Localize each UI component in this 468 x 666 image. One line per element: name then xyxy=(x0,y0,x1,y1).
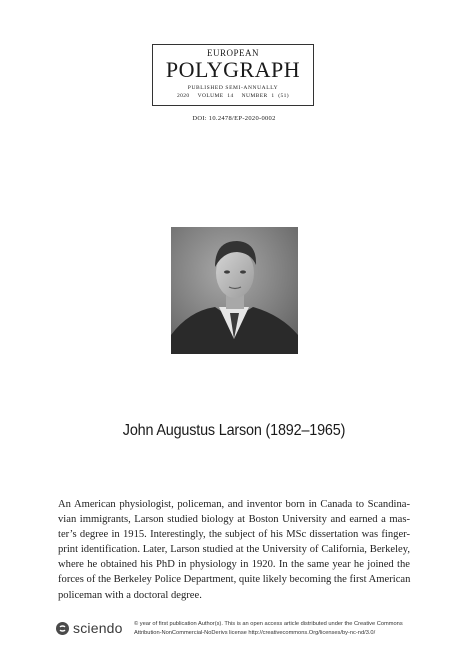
masthead-title: POLYGRAPH xyxy=(165,57,301,82)
article-body xyxy=(58,497,410,603)
publisher-name: sciendo xyxy=(73,620,123,636)
doi-line: DOI: 10.2478/EP-2020-0002 xyxy=(192,115,276,122)
license-notice xyxy=(134,620,424,638)
masthead-number: NUMBER 1 (51) xyxy=(241,93,290,99)
body-line: An American physiologist, policeman, and inventor born in Canada to Scandina- xyxy=(58,499,410,510)
journal-masthead xyxy=(152,44,314,106)
body-line: where he obtained his PhD in physiology in 1920. In the same year he joined the xyxy=(58,559,410,571)
portrait-photo xyxy=(171,227,298,354)
body-line: ter’s degree in 1915. Interestingly, the subject of his MSc dissertation was finger- xyxy=(58,529,410,541)
body-line: print identification. Later, Larson studied at the University of California, Berkeley, xyxy=(58,544,410,556)
body-line: vian immigrants, Larson studied biology at Boston University and earned a mas- xyxy=(58,514,410,526)
masthead-issue xyxy=(153,92,313,101)
body-line: forces of the Berkeley Police Department, quite likely becoming the first American xyxy=(58,574,411,586)
license-line: © year of first publication Author(s). This is an open access article distributed under the Creative Commons xyxy=(134,621,403,627)
masthead-year: 2020 xyxy=(176,93,190,99)
article-title: John Augustus Larson (1892–1965) xyxy=(122,422,346,439)
masthead-volume: VOLUME 14 xyxy=(197,93,234,99)
sciendo-logo-icon xyxy=(56,622,69,635)
sciendo-logo xyxy=(56,620,123,636)
masthead-frequency: PUBLISHED SEMI-ANNUALLY xyxy=(187,85,279,91)
body-line: policeman with a doctoral degree. xyxy=(58,589,202,601)
license-line: Attribution-NonCommercial-NoDerivs license http://creativecommons.Org/licenses/by-nc-nd/3.0/ xyxy=(134,630,376,636)
masthead-series: EUROPEAN xyxy=(206,48,259,58)
